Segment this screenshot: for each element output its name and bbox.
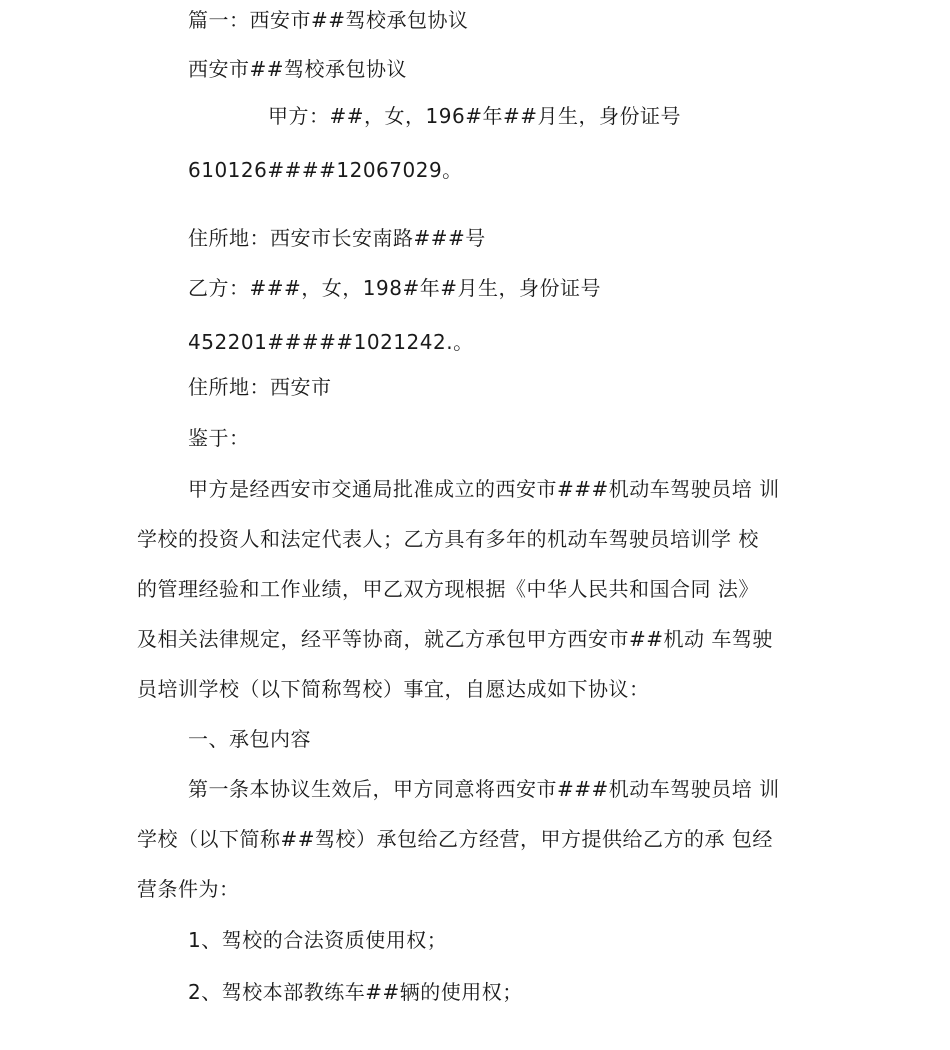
section-1-heading: 一、承包内容 xyxy=(188,727,311,751)
section-heading: 篇一：西安市##驾校承包协议 xyxy=(188,8,469,32)
party-a-address: 住所地：西安市长安南路###号 xyxy=(188,226,486,250)
whereas-heading: 鉴于： xyxy=(188,426,250,450)
paragraph-line: 甲方是经西安市交通局批准成立的西安市###机动车驾驶员培 训 xyxy=(188,477,780,501)
list-item: 2、驾校本部教练车##辆的使用权； xyxy=(188,980,523,1004)
paragraph-line: 的管理经验和工作业绩，甲乙双方现根据《中华人民共和国合同 法》 xyxy=(137,577,759,601)
paragraph-line: 学校的投资人和法定代表人；乙方具有多年的机动车驾驶员培训学 校 xyxy=(137,527,759,551)
paragraph-line: 及相关法律规定，经平等协商，就乙方承包甲方西安市##机动 车驾驶 xyxy=(137,627,773,651)
party-a-id-number: 610126####12067029。 xyxy=(188,158,463,182)
party-b-address: 住所地：西安市 xyxy=(188,375,332,399)
paragraph-line: 学校（以下简称##驾校）承包给乙方经营，甲方提供给乙方的承 包经 xyxy=(137,827,773,851)
paragraph-line: 第一条本协议生效后，甲方同意将西安市###机动车驾驶员培 训 xyxy=(188,777,780,801)
party-b-id-number: 452201#####1021242.。 xyxy=(188,330,474,354)
list-item: 1、驾校的合法资质使用权； xyxy=(188,928,448,952)
paragraph-line: 营条件为： xyxy=(137,877,240,901)
party-b-info: 乙方：###，女，198#年#月生，身份证号 xyxy=(188,276,601,300)
paragraph-line: 员培训学校（以下简称驾校）事宜，自愿达成如下协议： xyxy=(137,677,650,701)
document-title: 西安市##驾校承包协议 xyxy=(188,57,408,81)
party-a-info: 甲方：##，女，196#年##月生，身份证号 xyxy=(268,104,681,128)
